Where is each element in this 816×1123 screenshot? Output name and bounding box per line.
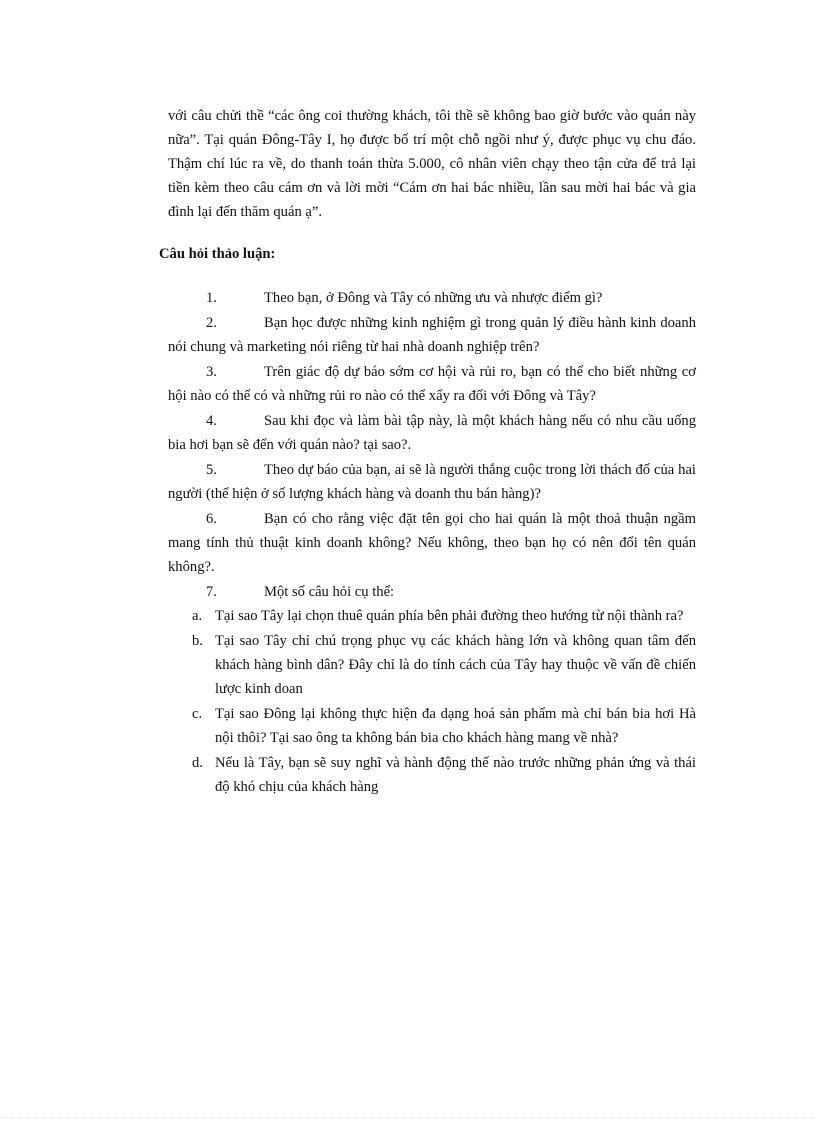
question-number: 7. bbox=[206, 584, 217, 600]
question-number: 4. bbox=[206, 413, 217, 429]
question-text: Một số câu hỏi cụ thể: bbox=[264, 584, 395, 600]
question-text: Bạn có cho rằng việc đặt tên gọi cho hai quán là một thoả thuận ngầm mang tính thủ thuật kinh doanh không? Nếu không, theo bạn họ có nên đổi tên quán không?. bbox=[168, 511, 696, 575]
question-text: Theo dự báo của bạn, ai sẽ là người thắng cuộc trong lời thách đố của hai người (thể hiện ở số lượng khách hàng và doanh thu bán hàng)? bbox=[168, 462, 696, 502]
question-text: Theo bạn, ở Đông và Tây có những ưu và nhược điểm gì? bbox=[264, 290, 603, 306]
intro-paragraph bbox=[168, 104, 696, 224]
discussion-heading: Câu hỏi thảo luận: bbox=[159, 246, 276, 262]
question-number: 5. bbox=[206, 462, 217, 478]
question-text: Bạn học được những kinh nghiệm gì trong quản lý điều hành kinh doanh nói chung và marketing nói riêng từ hai nhà doanh nghiệp trên? bbox=[168, 315, 696, 355]
page-bottom-rule bbox=[0, 1117, 816, 1118]
subquestion-item bbox=[168, 751, 696, 799]
subquestion-text: Tại sao Đông lại không thực hiện đa dạng hoá sản phẩm mà chỉ bán bia hơi Hà nội thôi? Tại sao ông ta không bán bia cho khách hàng mang về nhà? bbox=[215, 706, 696, 746]
intro-text: với câu chửi thề “các ông coi thường khách, tôi thề sẽ không bao giờ bước vào quán này nữa”. Tại quán Đông-Tây I, họ được bố trí một chỗ ngồi như ý, được phục vụ chu đáo. Thậm chí lúc ra về, do thanh toán thừa 5.000, cô nhân viên chạy theo tận cửa để trả lại tiền kèm theo câu cám ơn và lời mời “Cám ơn hai bác nhiều, lần sau mời hai bác và gia đình lại đến thăm quán ạ”. bbox=[168, 108, 696, 220]
question-number: 1. bbox=[206, 290, 217, 306]
question-item bbox=[168, 409, 696, 457]
subquestion-list bbox=[168, 604, 696, 799]
question-number: 2. bbox=[206, 315, 217, 331]
question-number: 3. bbox=[206, 364, 217, 380]
subquestion-text: Nếu là Tây, bạn sẽ suy nghĩ và hành động thế nào trước những phản ứng và thái độ khó chịu của khách hàng bbox=[215, 755, 696, 795]
question-item bbox=[168, 360, 696, 408]
subquestion-text: Tại sao Tây chỉ chú trọng phục vụ các khách hàng lớn và không quan tâm đến khách hàng bình dân? Đây chỉ là do tính cách của Tây hay thuộc về vấn đề chiến lược kinh doan bbox=[215, 633, 696, 697]
subquestion-letter: c. bbox=[192, 706, 203, 722]
question-number: 6. bbox=[206, 511, 217, 527]
question-item bbox=[168, 286, 696, 310]
subquestion-letter: b. bbox=[192, 633, 203, 649]
question-item bbox=[168, 458, 696, 506]
subquestion-item bbox=[168, 702, 696, 750]
question-text: Sau khi đọc và làm bài tập này, là một khách hàng nếu có nhu cầu uống bia hơi bạn sẽ đến với quán nào? tại sao?. bbox=[168, 413, 696, 453]
subquestion-letter: a. bbox=[192, 608, 203, 624]
question-item bbox=[168, 580, 696, 799]
question-item bbox=[168, 311, 696, 359]
subquestion-item bbox=[168, 629, 696, 701]
question-text: Trên giác độ dự báo sớm cơ hội và rủi ro, bạn có thể cho biết những cơ hội nào có thể có và những rủi ro nào có thể xẩy ra đối với Đông và Tây? bbox=[168, 364, 696, 404]
subquestion-letter: d. bbox=[192, 755, 203, 771]
question-item bbox=[168, 507, 696, 579]
subquestion-text: Tại sao Tây lại chọn thuê quán phía bên phải đường theo hướng từ nội thành ra? bbox=[215, 608, 684, 624]
question-list bbox=[168, 286, 696, 800]
subquestion-item bbox=[168, 604, 696, 628]
